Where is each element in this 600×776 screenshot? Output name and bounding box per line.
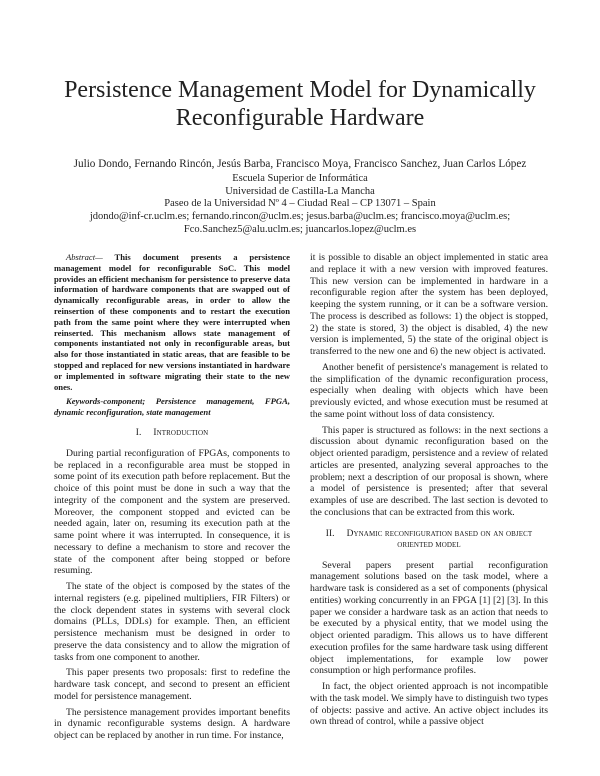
section-2-heading [310,529,548,551]
section-1-title: Introduction [153,427,209,438]
author-block [30,158,570,237]
right-column [310,252,548,732]
section-1-number: I. [135,427,142,438]
abstract [54,252,290,392]
section-1-paragraph-2: The state of the object is composed by the states of the internal registers (e.g. pipelined multipliers, FIR Filters) or the clock dependent states in systems with several clock domains (PLLs, DDLs) for example. Then, an efficient persistence mechanism must be designed in order to preserve the data consistency and to allow the migration of tasks from one component to another. [54,581,290,663]
affiliation-address: Paseo de la Universidad Nº 4 – Ciudad Real – CP 13071 – Spain [164,198,436,210]
section-1-paragraph-5: Another benefit of persistence's management is related to the simplification of the dynamic reconfiguration process, especially when dealing with objects which have been previously evicted, and whose execution must be resumed at the same point without loss of data consistency. [310,361,548,420]
section-1-paragraph-3: This paper presents two proposals: first to redefine the hardware task concept, and second to present an efficient model for persistence management. [54,667,290,702]
author-emails-2: Fco.Sanchez5@alu.uclm.es; juancarlos.lopez@uclm.es [183,223,417,235]
abstract-lead: Abstract— [66,252,103,262]
abstract-text: This document presents a persistence management model for reconfigurable SoC. This model provides an efficient mechanism for persistence to preserve data information of hardware components that are swapped out of dynamically reconfigurable areas, in order to allow the reinsertion of these components and to restart the execution path from the same point where they were interrupted when reinserted. This mechanism allows state management of components instantiated not only in reconfigurable areas, but also for those instantiated in static areas, that are feasible to be stopped and replaced for new versions instantiated in hardware or implemented in software migrating their state to the new ones. [54,252,290,392]
section-1-paragraph-6: This paper is structured as follows: in the next sections a discussion about dynamic reconfiguration based on the object oriented paradigm, persistence and a review of related articles are presented, analyzing several approaches to the problem; next a description of our proposal is shown, where a model of persistence is presented; after that several examples of use are described. The last section is devoted to the conclusions that can be extracted from this work. [310,424,548,518]
section-1-heading [54,428,290,439]
section-2-title-line-1: Dynamic reconfiguration based on an object [346,528,533,539]
section-2-number: II. [325,528,335,539]
author-emails-1: jdondo@inf-cr.uclm.es; fernando.rincon@uclm.es; jesus.barba@uclm.es; francisco.moya@uclm.es; [89,211,511,223]
section-1-paragraph-4: The persistence management provides important benefits in dynamic reconfigurable systems design. A hardware object can be replaced by another in run time. For instance, [54,706,290,742]
section-1-paragraph-1: During partial reconfiguration of FPGAs, components to be replaced in a reconfigurable area must be stopped in some point of its execution path before replacement. But the choice of this point must be done in such a way that the integrity of the component and the system are preserved. Moreover, the component stopped and evicted can be needed again, later on, resuming its execution path at the same point where it was interrupted. In consequence, it is necessary to define a mechanism to store and recover the state of the component after being stopped or before resuming. [54,447,290,577]
section-2-paragraph-2: In fact, the object oriented approach is not incompatible with the task model. We simply have to distinguish two types of objects: passive and active. An active object includes its own thread of control, while a passive object [310,681,548,728]
section-2-title-line-2: oriented model [397,539,461,550]
affiliation-school: Escuela Superior de Informática [232,172,368,184]
paper-title [40,76,560,132]
section-2-paragraph-1: Several papers present partial reconfiguration management solutions based on the task model, where a hardware task is considered as a set of components (physical entities) working concurrently in an FPGA [1] [2] [3]. In this paper we consider a hardware task as an action that needs to be executed by a physical entity, that we model using the object oriented paradigm. This allows us to have different execution profiles for the same hardware task using different object implementations, for example low power consumption or high performance profiles. [310,559,548,677]
author-names: Julio Dondo, Fernando Rincón, Jesús Barba, Francisco Moya, Francisco Sanchez, Juan Carlos López [73,158,527,170]
section-1-paragraph-4-continued: it is possible to disable an object implemented in static area and replace it with a new version with improved features. This new version can be implemented in hardware in a reconfigurable region after the system has been deployed, keeping the system running, or it can be a software version. The process is described as follows: 1) the object is stopped, 2) the state is stored, 3) the object is disabled, 4) the new version is implemented, 5) the state of the original object is transferred to the new one and 6) the new object is activated. [310,252,548,357]
left-column [54,252,290,746]
keywords: Keywords-component; Persistence management, FPGA, dynamic reconfiguration, state management [54,396,290,418]
title-line-2: Reconfigurable Hardware [175,105,425,131]
affiliation-university: Universidad de Castilla-La Mancha [225,185,375,197]
title-line-1: Persistence Management Model for Dynamically [64,77,536,103]
